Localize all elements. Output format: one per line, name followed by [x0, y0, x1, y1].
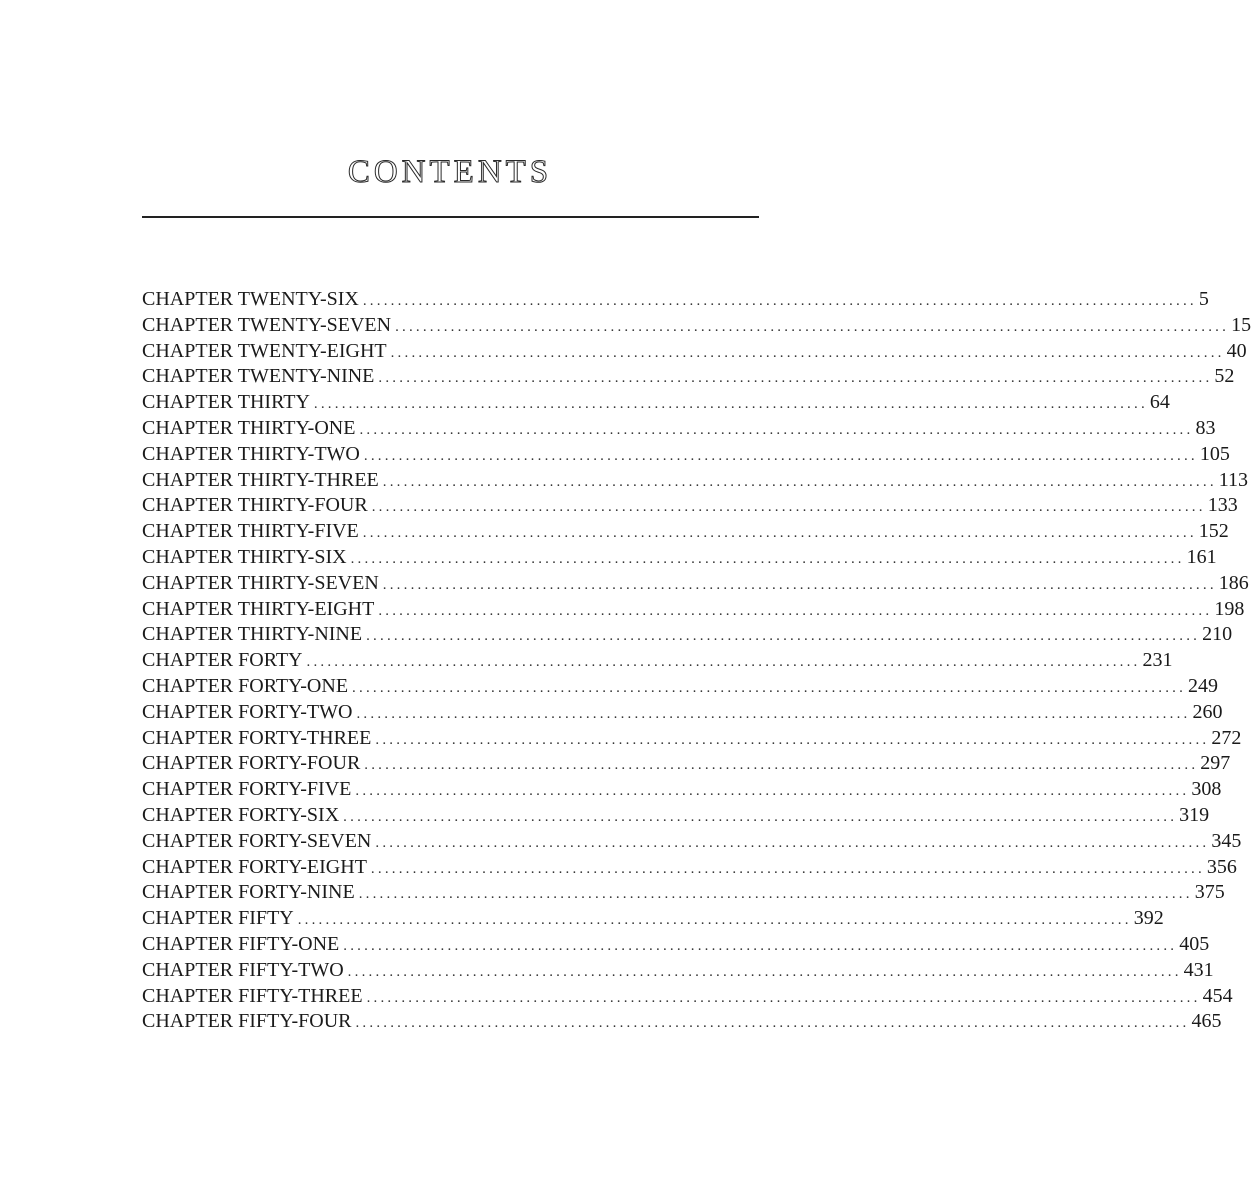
toc-dot-leader: ........................................................................................................................ — [350, 550, 1185, 567]
toc-entry-page-number: 83 — [1195, 416, 1216, 439]
toc-entry-label: CHAPTER FORTY-FOUR — [142, 752, 361, 775]
toc-entry[interactable] — [142, 906, 1164, 932]
toc-entry[interactable] — [142, 442, 1230, 468]
table-of-contents — [142, 287, 1251, 1035]
toc-entry[interactable] — [142, 751, 1231, 777]
toc-entry-page-number: 375 — [1194, 881, 1225, 904]
toc-entry-label: CHAPTER FIFTY-ONE — [142, 932, 340, 955]
toc-entry-label: CHAPTER THIRTY-SIX — [142, 545, 347, 568]
toc-entry-page-number: 40 — [1226, 339, 1247, 362]
toc-entry[interactable] — [142, 674, 1219, 700]
toc-entry-page-number: 105 — [1199, 442, 1230, 465]
toc-entry-label: CHAPTER THIRTY-ONE — [142, 416, 356, 439]
toc-entry-page-number: 454 — [1202, 984, 1233, 1007]
toc-dot-leader: ........................................................................................................................ — [343, 937, 1178, 954]
toc-entry-page-number: 272 — [1211, 726, 1242, 749]
toc-entry[interactable] — [142, 726, 1242, 752]
toc-dot-leader: ........................................................................................................................ — [390, 344, 1225, 361]
toc-entry[interactable] — [142, 545, 1217, 571]
toc-dot-leader: ........................................................................................................................ — [375, 731, 1210, 748]
toc-entry-label: CHAPTER FORTY-SIX — [142, 803, 340, 826]
toc-entry-page-number: 465 — [1191, 1010, 1222, 1033]
toc-entry[interactable] — [142, 829, 1242, 855]
toc-entry[interactable] — [142, 597, 1245, 623]
toc-entry-label: CHAPTER THIRTY-FOUR — [142, 494, 368, 517]
toc-entry-page-number: 152 — [1198, 520, 1229, 543]
toc-entry[interactable] — [142, 648, 1173, 674]
toc-dot-leader: ........................................................................................................................ — [355, 783, 1190, 800]
toc-entry-page-number: 431 — [1183, 958, 1214, 981]
toc-entry-page-number: 260 — [1192, 700, 1223, 723]
toc-entry[interactable] — [142, 777, 1222, 803]
toc-entry-label: CHAPTER TWENTY-EIGHT — [142, 339, 387, 362]
toc-entry-page-number: 297 — [1200, 752, 1231, 775]
toc-dot-leader: ........................................................................................................................ — [363, 447, 1198, 464]
toc-entry-page-number: 392 — [1133, 907, 1164, 930]
toc-entry-page-number: 52 — [1214, 365, 1235, 388]
toc-entry-page-number: 249 — [1188, 674, 1219, 697]
toc-entry-label: CHAPTER FORTY-ONE — [142, 674, 349, 697]
toc-entry[interactable] — [142, 571, 1249, 597]
toc-entry-page-number: 345 — [1211, 829, 1242, 852]
toc-entry-page-number: 133 — [1207, 494, 1238, 517]
toc-entry-label: CHAPTER THIRTY-EIGHT — [142, 597, 375, 620]
toc-entry[interactable] — [142, 390, 1170, 416]
toc-dot-leader: ........................................................................................................................ — [382, 473, 1217, 490]
toc-entry[interactable] — [142, 984, 1233, 1010]
toc-entry-page-number: 405 — [1179, 932, 1210, 955]
toc-entry[interactable] — [142, 493, 1238, 519]
toc-entry[interactable] — [142, 468, 1249, 494]
toc-entry-page-number: 64 — [1149, 391, 1170, 414]
toc-entry[interactable] — [142, 932, 1210, 958]
title-divider — [142, 216, 759, 218]
toc-dot-leader: ........................................................................................................................ — [343, 808, 1178, 825]
toc-dot-leader: ........................................................................................................................ — [364, 757, 1199, 774]
toc-entry-label: CHAPTER FORTY-FIVE — [142, 778, 352, 801]
toc-entry-label: CHAPTER FORTY-EIGHT — [142, 855, 367, 878]
toc-dot-leader: ........................................................................................................................ — [356, 705, 1191, 722]
toc-entry-label: CHAPTER FORTY-THREE — [142, 726, 372, 749]
toc-entry[interactable] — [142, 364, 1235, 390]
toc-entry[interactable] — [142, 287, 1209, 313]
toc-entry-label: CHAPTER THIRTY-SEVEN — [142, 571, 379, 594]
toc-entry-label: CHAPTER FIFTY-THREE — [142, 984, 363, 1007]
toc-entry[interactable] — [142, 622, 1233, 648]
toc-entry-label: CHAPTER FIFTY — [142, 907, 294, 930]
toc-dot-leader: ........................................................................................................................ — [382, 576, 1217, 593]
toc-entry-label: CHAPTER THIRTY-NINE — [142, 623, 363, 646]
toc-dot-leader: ........................................................................................................................ — [378, 602, 1213, 619]
toc-dot-leader: ........................................................................................................................ — [362, 293, 1197, 309]
toc-entry-page-number: 186 — [1218, 571, 1249, 594]
toc-dot-leader: ........................................................................................................................ — [366, 989, 1201, 1006]
toc-entry[interactable] — [142, 519, 1229, 545]
toc-dot-leader: ........................................................................................................................ — [313, 396, 1148, 413]
toc-dot-leader: ........................................................................................................................ — [352, 679, 1187, 696]
toc-entry-page-number: 231 — [1142, 649, 1173, 672]
toc-dot-leader: ........................................................................................................................ — [362, 525, 1197, 542]
toc-dot-leader: ........................................................................................................................ — [371, 499, 1206, 516]
toc-dot-leader: ........................................................................................................................ — [347, 963, 1182, 980]
toc-dot-leader: ........................................................................................................................ — [375, 834, 1210, 851]
toc-entry[interactable] — [142, 1009, 1222, 1035]
toc-entry-label: CHAPTER THIRTY-TWO — [142, 442, 360, 465]
toc-entry-label: CHAPTER TWENTY-SIX — [142, 288, 359, 310]
toc-entry-page-number: 356 — [1206, 855, 1237, 878]
toc-entry-label: CHAPTER THIRTY — [142, 391, 310, 414]
toc-entry-label: CHAPTER THIRTY-THREE — [142, 468, 379, 491]
toc-entry-label: CHAPTER FORTY-NINE — [142, 881, 355, 904]
toc-entry-page-number: 198 — [1214, 597, 1245, 620]
toc-entry-page-number: 5 — [1198, 288, 1209, 310]
toc-entry-label: CHAPTER FORTY-SEVEN — [142, 829, 372, 852]
toc-entry[interactable] — [142, 416, 1216, 442]
toc-entry-page-number: 161 — [1186, 545, 1217, 568]
toc-dot-leader: ........................................................................................................................ — [395, 318, 1230, 335]
toc-entry-label: CHAPTER FORTY — [142, 649, 303, 672]
toc-entry-page-number: 308 — [1191, 778, 1222, 801]
toc-entry-label: CHAPTER FIFTY-TWO — [142, 958, 344, 981]
toc-dot-leader: ........................................................................................................................ — [370, 860, 1205, 877]
toc-dot-leader: ........................................................................................................................ — [355, 1015, 1190, 1032]
toc-entry-page-number: 113 — [1218, 468, 1249, 491]
toc-entry[interactable] — [142, 339, 1247, 365]
toc-entry-label: CHAPTER FIFTY-FOUR — [142, 1010, 352, 1033]
toc-entry-label: CHAPTER TWENTY-NINE — [142, 365, 375, 388]
toc-entry[interactable] — [142, 880, 1225, 906]
toc-entry-page-number: 210 — [1202, 623, 1233, 646]
toc-dot-leader: ........................................................................................................................ — [297, 912, 1132, 929]
toc-dot-leader: ........................................................................................................................ — [359, 421, 1194, 438]
toc-dot-leader: ........................................................................................................................ — [306, 654, 1141, 671]
toc-entry-page-number: 15 — [1231, 313, 1251, 336]
toc-entry-label: CHAPTER FORTY-TWO — [142, 700, 353, 723]
page-title: CONTENTS — [347, 154, 553, 190]
toc-dot-leader: ........................................................................................................................ — [358, 886, 1193, 903]
toc-entry[interactable] — [142, 313, 1251, 339]
toc-entry-label: CHAPTER TWENTY-SEVEN — [142, 313, 392, 336]
toc-entry[interactable] — [142, 958, 1214, 984]
toc-dot-leader: ........................................................................................................................ — [366, 628, 1201, 645]
toc-entry[interactable] — [142, 803, 1210, 829]
toc-entry-page-number: 319 — [1179, 803, 1210, 826]
toc-dot-leader: ........................................................................................................................ — [378, 370, 1213, 387]
toc-entry[interactable] — [142, 700, 1223, 726]
toc-entry-label: CHAPTER THIRTY-FIVE — [142, 520, 359, 543]
toc-entry[interactable] — [142, 855, 1237, 881]
